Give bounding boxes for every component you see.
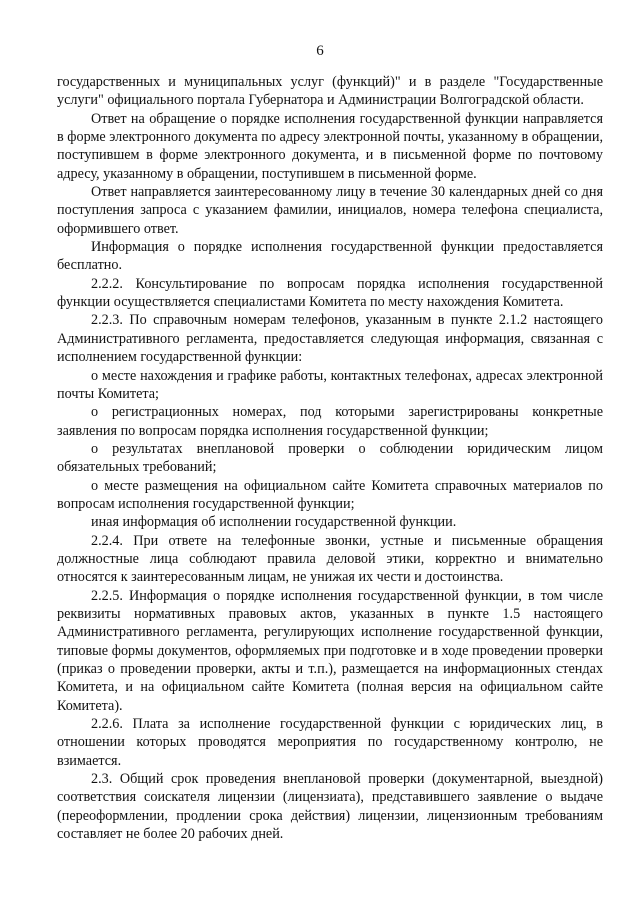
paragraph: 2.2.3. По справочным номерам телефонов, указанным в пункте 2.1.2 настоящего Административного регламента, предоставляется следующая информация, связанная с исполнением государственной функции: <box>57 312 603 366</box>
list-item: о регистрационных номерах, под которыми зарегистрированы конкретные заявления по вопросам порядка исполнения государственной функции; <box>57 404 603 439</box>
page-number: 6 <box>316 43 324 59</box>
paragraph: 2.2.6. Плата за исполнение государственной функции с юридических лиц, в отношении которых проводятся мероприятия по государственному контролю, не взимается. <box>57 716 603 769</box>
list-item: о результатах внеплановой проверки о соблюдении юридическим лицом обязательных требований; <box>57 440 603 476</box>
paragraph: 2.3. Общий срок проведения внеплановой проверки (документарной, выездной) соответствия соискателя лицензии (лицензиата), представившего заявление о выдаче (переоформлении, продлении срока действия) лицензии, лицензионным требованиям составляет не более 20 рабочих дней. <box>57 771 603 843</box>
list-item: иная информация об исполнении государственной функции. <box>91 514 457 531</box>
paragraph: Ответ на обращение о порядке исполнения государственной функции направляется в форме электронного документа по адресу электронной почты, указанному в обращении, поступившем в форме электронного документа, и в письменной форме по почтовому адресу, указанному в обращении, поступившем в письменной форме. <box>57 110 603 182</box>
paragraph: 2.2.5. Информация о порядке исполнения государственной функции, в том числе реквизиты нормативных правовых актов, указанных в пункте 1.5 настоящего Административного регламента, регулирующих исполнение государственной функции, типовые формы документов, оформляемых при подготовке и в ходе проведении проверки (приказ о проведении проверки, акты и т.п.), размещается на информационных стендах Комитета, и на официальном сайте Комитета (полная версия на официальном сайте Комитета). <box>57 587 603 714</box>
paragraph: 2.2.4. При ответе на телефонные звонки, устные и письменные обращения должностные лица соблюдают правила деловой этики, корректно и внимательно относятся к заинтересованным лицам, не унижая их чести и достоинства. <box>57 532 603 586</box>
paragraph: государственных и муниципальных услуг (функций)" и в разделе "Государственные услуги" официального портала Губернатора и Администрации Волгоградской области. <box>57 74 603 109</box>
list-item: о месте нахождения и графике работы, контактных телефонах, адресах электронной почты Комитета; <box>57 367 603 402</box>
document-body <box>57 73 603 843</box>
paragraph: Ответ направляется заинтересованному лицу в течение 30 календарных дней со дня поступления запроса с указанием фамилии, инициалов, номера телефона специалиста, оформившего ответ. <box>57 184 603 237</box>
paragraph: 2.2.2. Консультирование по вопросам порядка исполнения государственной функции осуществляется специалистами Комитета по месту нахождения Комитета. <box>57 275 603 311</box>
paragraph: Информация о порядке исполнения государственной функции предоставляется бесплатно. <box>57 239 603 274</box>
list-item: о месте размещения на официальном сайте Комитета справочных материалов по вопросам исполнения государственной функции; <box>57 477 603 512</box>
